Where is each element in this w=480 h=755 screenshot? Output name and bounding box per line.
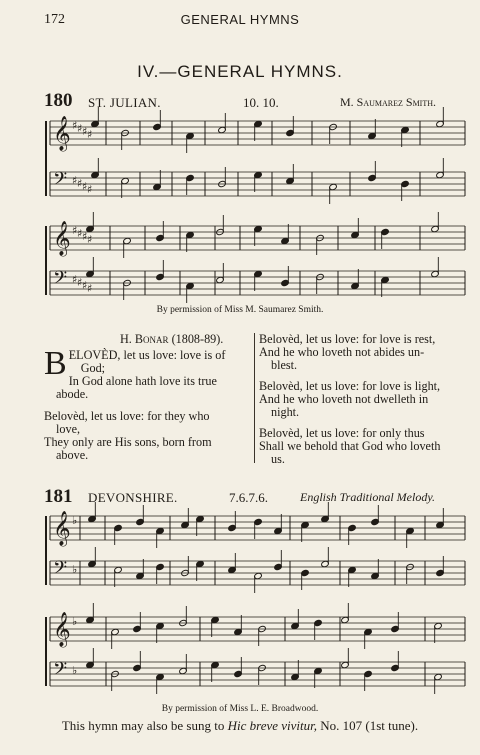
- treble-clef-icon: 𝄞: [53, 511, 71, 546]
- verse-line: Belovèd, let us love: for only thus: [259, 426, 425, 440]
- verse-line: abode.: [56, 387, 89, 401]
- footer-tune-title: Hic breve vivitur,: [227, 718, 318, 733]
- bass-clef-icon: 𝄢: [53, 169, 68, 194]
- flat-icon: ♭: [72, 664, 78, 677]
- verse-line: Belovèd, let us love: for love is rest,: [259, 332, 436, 346]
- footer-prefix: This hymn may also be sung to: [61, 718, 225, 733]
- verse-3: [259, 333, 469, 372]
- footer-note: [0, 718, 480, 734]
- hymn-180-verses-left: [44, 345, 250, 467]
- hymn-181-composer: English Traditional Melody.: [300, 490, 436, 504]
- hymn-181-tune-name: DEVONSHIRE.: [88, 490, 178, 505]
- hymn-181-number: 181: [44, 486, 73, 507]
- sharp-icon: ♯: [82, 279, 88, 292]
- sharp-icon: ♯: [87, 183, 93, 196]
- verse-line: above.: [56, 448, 89, 462]
- footer-suffix: No. 107 (1st tune).: [320, 718, 419, 733]
- hymn-180-meter: 10. 10.: [243, 95, 279, 110]
- verse-1: [44, 345, 250, 401]
- bass-clef-icon: 𝄢: [53, 268, 68, 293]
- verse-line: God;: [80, 361, 106, 375]
- verse-line: Belovèd, let us love: for love is light,: [259, 379, 441, 393]
- sharp-icon: ♯: [77, 177, 83, 190]
- verse-line: love,: [56, 422, 81, 436]
- verse-5: [259, 427, 469, 466]
- bass-clef-icon: 𝄢: [53, 558, 68, 583]
- sharp-icon: ♯: [82, 180, 88, 193]
- column-divider: [254, 333, 255, 463]
- verse-line: They only are His sons, born from: [44, 435, 212, 449]
- bass-clef-icon: 𝄢: [53, 659, 68, 684]
- verse-line: us.: [271, 452, 285, 466]
- verse-line: blest.: [271, 358, 298, 372]
- drop-cap: B: [44, 345, 67, 382]
- section-title: IV.—GENERAL HYMNS.: [137, 62, 343, 81]
- verse-line: And he who loveth not abides un-: [259, 345, 425, 359]
- sharp-icon: ♯: [72, 224, 78, 237]
- flat-icon: ♭: [72, 514, 78, 527]
- sharp-icon: ♯: [72, 273, 78, 286]
- sharp-icon: ♯: [72, 119, 78, 132]
- hymn-180-composer: M. Saumarez Smith.: [340, 95, 437, 109]
- treble-clef-icon: 𝄞: [53, 612, 71, 647]
- sharp-icon: ♯: [87, 128, 93, 141]
- verse-line: Shall we behold that God who loveth: [259, 439, 441, 453]
- hymn-180-tune-name: ST. JULIAN.: [88, 95, 161, 110]
- verse-line: night.: [271, 405, 300, 419]
- flat-icon: ♭: [72, 615, 78, 628]
- verse-line: And he who loveth not dwelleth in: [259, 392, 429, 406]
- sharp-icon: ♯: [77, 227, 83, 240]
- sharp-icon: ♯: [82, 125, 88, 138]
- verse-line: Belovèd, let us love: for they who: [44, 409, 210, 423]
- sharp-icon: ♯: [77, 276, 83, 289]
- hymn-180-verses-right: [259, 333, 469, 471]
- sharp-icon: ♯: [87, 282, 93, 295]
- verse-2: [44, 410, 250, 462]
- flat-icon: ♭: [72, 563, 78, 576]
- sharp-icon: ♯: [77, 122, 83, 135]
- page-number: 172: [44, 12, 65, 27]
- verse-line: In God alone hath love its true: [68, 374, 217, 388]
- verse-line: ELOVÈD, let us love: love is of: [68, 348, 226, 362]
- hymn-181-credit: By permission of Miss L. E. Broadwood.: [161, 704, 319, 714]
- verse-4: [259, 380, 469, 419]
- treble-clef-icon: 𝄞: [53, 221, 71, 256]
- hymn-181-meter: 7.6.7.6.: [229, 490, 268, 505]
- treble-clef-icon: 𝄞: [53, 116, 71, 151]
- running-title: GENERAL HYMNS: [180, 12, 300, 27]
- sharp-icon: ♯: [87, 233, 93, 246]
- hymn-180-credit: By permission of Miss M. Saumarez Smith.: [156, 305, 324, 315]
- hymn-180-author: H. Bonar (1808-89).: [120, 332, 224, 346]
- hymn-180-number: 180: [44, 90, 73, 111]
- sharp-icon: ♯: [82, 230, 88, 243]
- sharp-icon: ♯: [72, 174, 78, 187]
